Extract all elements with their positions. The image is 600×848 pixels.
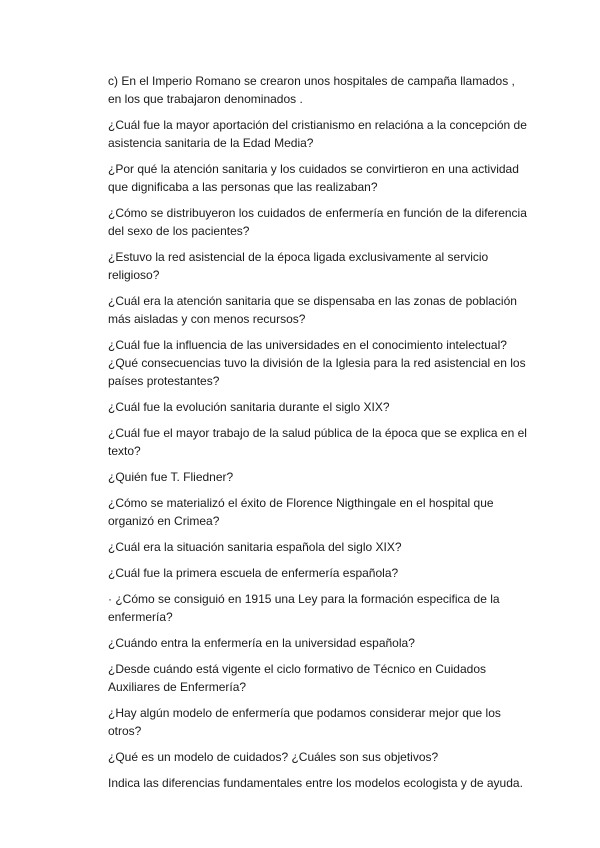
question-religious-network: ¿Estuvo la red asistencial de la época ligada exclusivamente al servicio religioso? <box>108 250 489 282</box>
question-church-division: ¿Qué consecuencias tuvo la división de la Iglesia para la red asistencial en los países protestantes? <box>108 356 526 388</box>
question-public-health-work: ¿Cuál fue el mayor trabajo de la salud pública de la época que se explica en el texto? <box>108 426 527 458</box>
question-tcae-cycle: ¿Desde cuándo está vigente el ciclo formativo de Técnico en Cuidados Auxiliares de Enfermería? <box>108 662 486 694</box>
question-care-by-sex: ¿Cómo se distribuyeron los cuidados de enfermería en función de la diferencia del sexo de los pacientes? <box>108 206 527 238</box>
question-spanish-situation: ¿Cuál era la situación sanitaria española del siglo XIX? <box>108 540 402 554</box>
question-university-entry: ¿Cuándo entra la enfermería en la universidad española? <box>108 636 415 650</box>
instruction-model-differences: Indica las diferencias fundamentales entre los modelos ecologista y de ayuda. <box>108 776 523 790</box>
question-isolated-areas: ¿Cuál era la atención sanitaria que se dispensaba en las zonas de población más aisladas y con menos recursos? <box>108 294 517 326</box>
question-dignifying-activity: ¿Por qué la atención sanitaria y los cuidados se convirtieron en una actividad que dignificaba a las personas que las realizaban? <box>108 162 519 194</box>
question-1915-law: · ¿Cómo se consiguió en 1915 una Ley para la formación especifica de la enfermería? <box>108 592 500 624</box>
question-nightingale-crimea: ¿Cómo se materializó el éxito de Florence Nigthingale en el hospital que organizó en Crimea? <box>108 496 494 528</box>
question-19th-century-evolution: ¿Cuál fue la evolución sanitaria durante el siglo XIX? <box>108 400 390 414</box>
question-christianity-contribution: ¿Cuál fue la mayor aportación del cristianismo en relacióna a la concepción de asistencia sanitaria de la Edad Media? <box>108 118 527 150</box>
question-best-model: ¿Hay algún modelo de enfermería que podamos considerar mejor que los otros? <box>108 706 501 738</box>
question-fliedner: ¿Quién fue T. Fliedner? <box>108 470 234 484</box>
question-first-school: ¿Cuál fue la primera escuela de enfermería española? <box>108 566 399 580</box>
paragraph-roman-hospitals: c) En el Imperio Romano se crearon unos hospitales de campaña llamados , en los que trabajaron denominados . <box>108 74 515 106</box>
question-universities-influence: ¿Cuál fue la influencia de las universidades en el conocimiento intelectual? <box>108 338 507 352</box>
question-care-model-definition: ¿Qué es un modelo de cuidados? ¿Cuáles son sus objetivos? <box>108 750 439 764</box>
